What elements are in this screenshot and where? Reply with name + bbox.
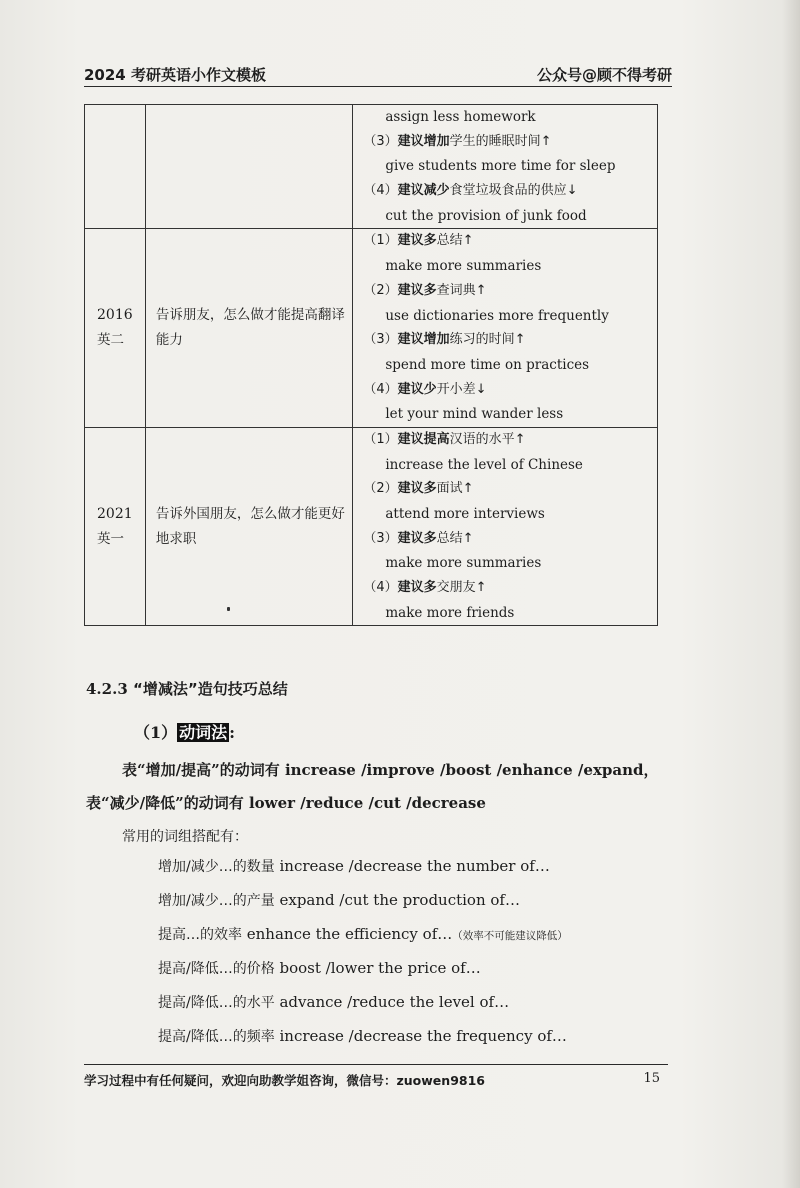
- arrow-up-icon: ↑: [462, 481, 474, 497]
- table-row: [85, 427, 658, 626]
- suggestion-cn: （1）建议提高汉语的水平↑: [363, 431, 526, 447]
- collocation-item: 提高/降低…的价格 boost /lower the price of…: [158, 959, 481, 977]
- section-number: 4.2.3: [86, 680, 128, 698]
- table-row: [85, 105, 658, 229]
- collocation-item: 增加/减少…的数量 increase /decrease the number of…: [158, 857, 550, 875]
- topic-cell: [145, 427, 352, 626]
- suggestions-cell: [353, 229, 658, 428]
- year-cell: [85, 427, 146, 626]
- suggestion-cn: （4）建议减少食堂垃圾食品的供应↓: [363, 183, 578, 199]
- exam: 英二: [97, 332, 124, 349]
- common-collocations-label: 常用的词组搭配有：: [122, 829, 248, 845]
- section-title: “增减法”造句技巧总结: [133, 680, 288, 698]
- arrow-up-icon: ↑: [475, 580, 487, 596]
- footer-note: 学习过程中有任何疑问，欢迎向助教学姐咨询，微信号：zuowen9816: [84, 1073, 485, 1088]
- year-cell: [85, 105, 146, 229]
- page-edge-shadow: [782, 0, 800, 1188]
- year: 2021: [97, 505, 133, 522]
- section-heading: [86, 678, 288, 699]
- suggestion-en: spend more time on practices: [385, 356, 590, 373]
- collocation-item: 提高/降低…的水平 advance /reduce the level of…: [158, 993, 510, 1011]
- table-row: [85, 229, 658, 428]
- collocation-item: 提高/降低…的频率 increase /decrease the frequency of…: [158, 1027, 567, 1045]
- year-cell: [85, 229, 146, 428]
- suggestion-cn: （4）建议多交朋友↑: [363, 580, 487, 596]
- suggestion-cn: （3）建议增加学生的睡眠时间↑: [363, 133, 552, 149]
- year: 2016: [97, 307, 133, 324]
- suggestion-en: make more summaries: [385, 258, 542, 275]
- suggestions-cell: [353, 427, 658, 626]
- subsection-heading: [134, 720, 235, 743]
- collocation-item: 增加/减少…的产量 expand /cut the production of…: [158, 891, 520, 909]
- page-number: 15: [643, 1071, 660, 1086]
- suggestion-en: attend more interviews: [385, 506, 545, 522]
- suggestion-cn: （2）建议多面试↑: [363, 481, 474, 497]
- arrow-up-icon: ↑: [475, 282, 487, 298]
- page-footer: [84, 1064, 668, 1088]
- topic-cell: [145, 105, 352, 229]
- exam: 英一: [97, 530, 124, 547]
- topic-cell: [145, 229, 352, 428]
- examples-table: [84, 104, 658, 626]
- arrow-up-icon: ↑: [514, 431, 526, 447]
- subsection-number: （1）: [134, 723, 178, 742]
- subsection-label-highlight: 动词法: [179, 723, 228, 742]
- header-title: 2024 考研英语小作文模板: [84, 66, 266, 84]
- suggestion-en: make more friends: [385, 604, 515, 621]
- suggestion-en: make more summaries: [385, 555, 542, 572]
- suggestion-cn: （3）建议多总结↑: [363, 530, 474, 546]
- suggestion-en: give students more time for sleep: [385, 158, 616, 175]
- arrow-down-icon: ↓: [475, 381, 487, 397]
- arrow-up-icon: ↑: [462, 530, 474, 546]
- suggestion-en: cut the provision of junk food: [385, 207, 587, 224]
- topic: 告诉朋友，怎么做才能提高翻译能力: [155, 307, 345, 349]
- suggestion-cn: （4）建议少开小差↓: [363, 381, 487, 397]
- suggestion-cn: （1）建议多总结↑: [363, 233, 474, 249]
- suggestion-en: increase the level of Chinese: [385, 456, 583, 473]
- collocation-item: 提高…的效率 enhance the efficiency of…（效率不可能建议降低）: [158, 925, 568, 943]
- print-speck: [227, 607, 230, 611]
- header-account: 公众号@顾不得考研: [536, 66, 672, 84]
- suggestion-en: assign less homework: [385, 109, 536, 125]
- suggestion-en: use dictionaries more frequently: [385, 307, 609, 324]
- suggestion-cn: （3）建议增加练习的时间↑: [363, 332, 526, 348]
- subsection-colon: :: [229, 723, 236, 742]
- page-header: [84, 60, 672, 87]
- verb-paragraph: 表“增加/提高”的动词有 increase /improve /boost /enhance /expand，表“减少/降低”的动词有 lower /reduce /cut /decrease: [86, 761, 659, 812]
- arrow-up-icon: ↑: [514, 332, 526, 348]
- arrow-down-icon: ↓: [566, 183, 578, 199]
- suggestion-en: let your mind wander less: [385, 406, 564, 423]
- arrow-up-icon: ↑: [462, 233, 474, 249]
- arrow-up-icon: ↑: [540, 133, 552, 149]
- suggestions-cell: [353, 105, 658, 229]
- topic: 告诉外国朋友，怎么做才能更好地求职: [155, 505, 345, 547]
- suggestion-cn: （2）建议多查词典↑: [363, 282, 487, 298]
